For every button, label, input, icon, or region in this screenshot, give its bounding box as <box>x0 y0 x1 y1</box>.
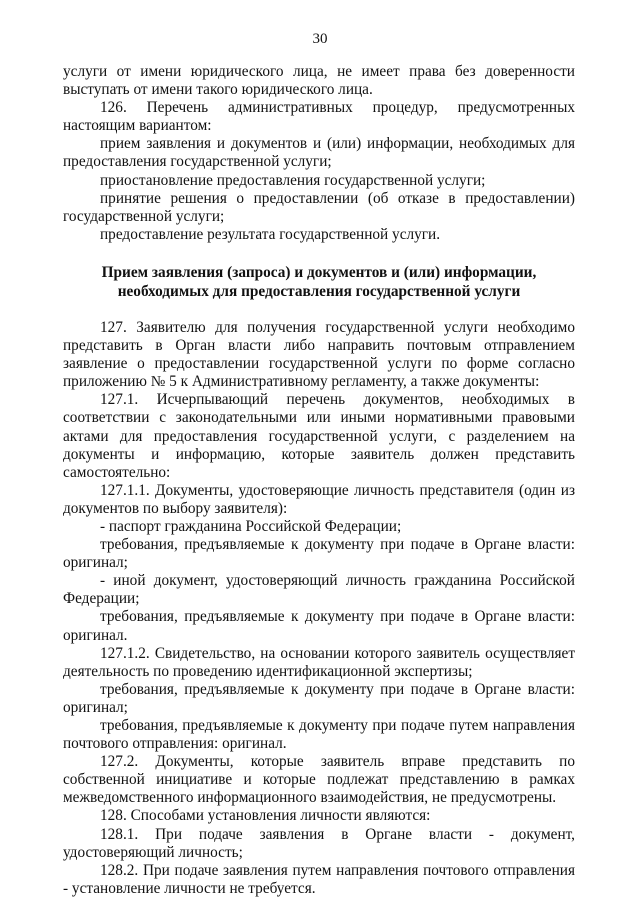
paragraph: 128.2. При подаче заявления путем направления почтового отправления - установление личности не требуется. <box>63 861 575 897</box>
paragraph: 127.1. Исчерпывающий перечень документов, необходимых в соответствии с законодательными или иными нормативными правовыми актами для предоставления государственной услуги, с разделением на документы и информацию, которые заявитель должен представить самостоятельно: <box>63 391 575 481</box>
paragraph: 128. Способами установления личности являются: <box>100 807 431 825</box>
top-section <box>63 63 575 244</box>
paragraph: требования, предъявляемые к документу при подаче путем направления почтового отправления: оригинал. <box>63 717 575 753</box>
paragraph: предоставление результата государственной услуги. <box>100 225 441 243</box>
paragraph: 126. Перечень административных процедур, предусмотренных настоящим вариантом: <box>63 99 575 135</box>
paragraph: услуги от имени юридического лица, не имеет права без доверенности выступать от имени такого юридического лица. <box>63 63 575 99</box>
paragraph: - паспорт гражданина Российской Федерации; <box>100 517 402 535</box>
paragraph: приостановление предоставления государственной услуги; <box>100 171 486 189</box>
page-number: 30 <box>312 31 328 47</box>
section-heading-line: необходимых для предоставления государственной услуги <box>117 282 521 300</box>
document-body <box>63 63 575 898</box>
paragraph: - иной документ, удостоверяющий личность гражданина Российской Федерации; <box>63 572 575 608</box>
paragraph: требования, предъявляемые к документу при подаче в Органе власти: оригинал; <box>63 536 575 572</box>
paragraph: 127.1.2. Свидетельство, на основании которого заявитель осуществляет деятельность по проведению идентификационной экспертизы; <box>63 644 575 680</box>
paragraph: требования, предъявляемые к документу при подаче в Органе власти: оригинал; <box>63 680 575 716</box>
paragraph: 128.1. При подаче заявления в Органе власти - документ, удостоверяющий личность; <box>63 825 575 861</box>
section-heading-line: Прием заявления (запроса) и документов и (или) информации, <box>101 263 537 281</box>
paragraph: 127.1.1. Документы, удостоверяющие личность представителя (один из документов по выбору заявителя): <box>63 481 575 517</box>
section-heading <box>63 263 575 301</box>
bottom-section <box>63 319 575 898</box>
paragraph: прием заявления и документов и (или) информации, необходимых для предоставления государственной услуги; <box>63 135 575 171</box>
paragraph: 127.2. Документы, которые заявитель вправе представить по собственной инициативе и которые подлежат представлению в рамках межведомственного информационного взаимодействия, не предусмотрены. <box>63 753 575 807</box>
paragraph: принятие решения о предоставлении (об отказе в предоставлении) государственной услуги; <box>63 189 575 225</box>
paragraph: требования, предъявляемые к документу при подаче в Органе власти: оригинал. <box>63 608 575 644</box>
paragraph: 127. Заявителю для получения государственной услуги необходимо представить в Орган власти либо направить почтовым отправлением заявление о предоставлении государственной услуги по форме согласно приложению № 5 к Административному регламенту, а также документы: <box>63 318 575 391</box>
